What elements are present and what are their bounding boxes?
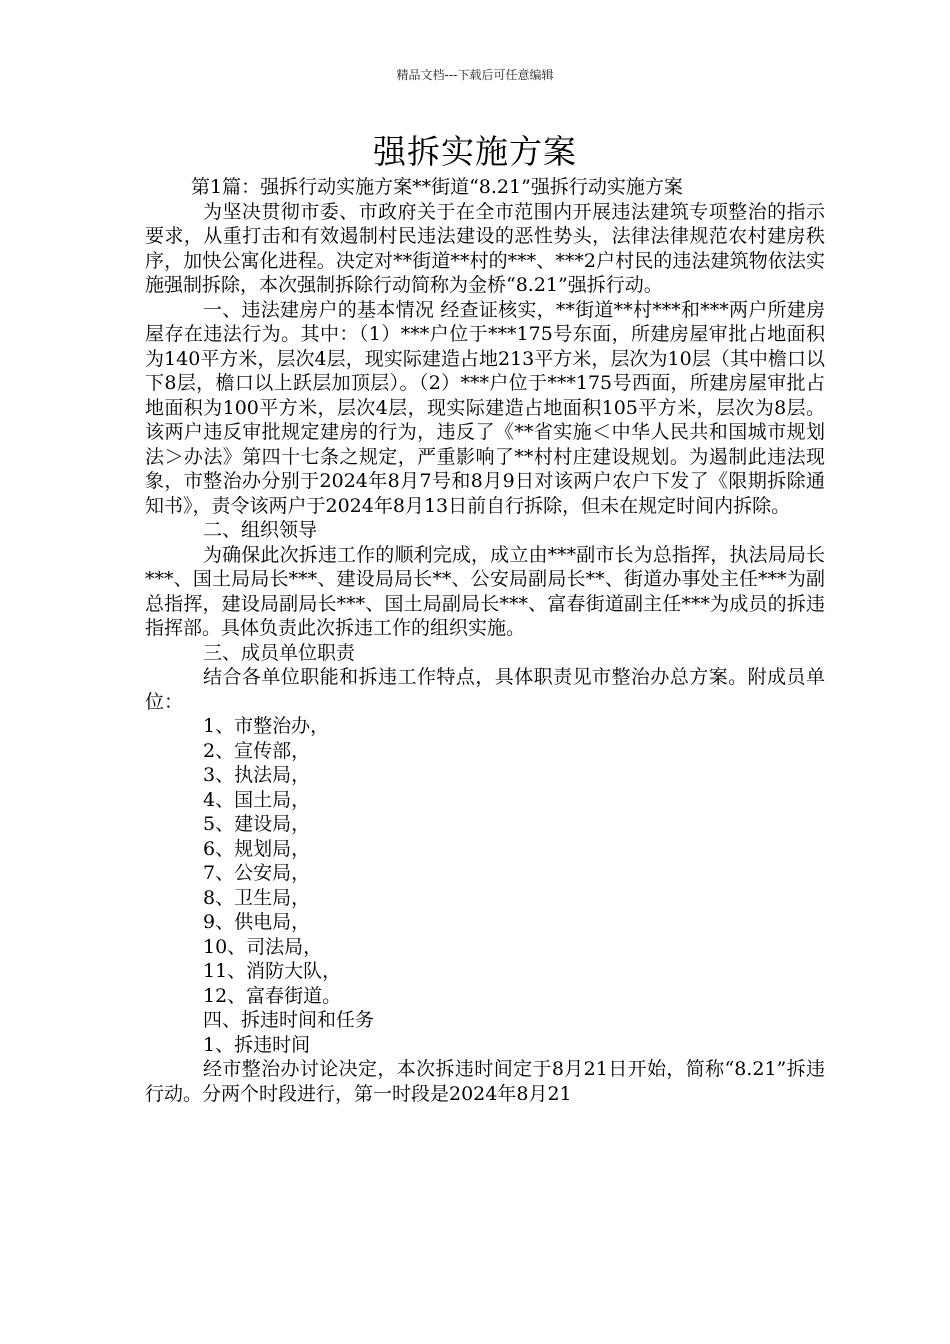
list-item: 1、市整治办， [203,715,330,737]
list-item: 3、执法局， [203,764,311,786]
section4-paragraph: 经市整治办讨论决定，本次拆违时间定于8月21日开始，简称“8.21”拆违行动。分两个时段进行，第一时段是2024年8月21 [145,1058,825,1105]
intro-paragraph: 为坚决贯彻市委、市政府关于在全市范围内开展违法建筑专项整治的指示要求，从重打击和有效遏制村民违法建设的恶性势头，法律法律规范农村建房秩序，加快公寓化进程。决定对**街道**村的***、***2户村民的违法建筑物依法实施强制拆除，本次强制拆除行动简称为金桥“8.21”强拆行动。 [145,200,825,296]
list-item: 10、司法局， [203,935,323,958]
list-item: 7、公安局， [203,862,311,884]
list-item: 6、规划局， [203,837,311,860]
list-item: 9、供电局， [203,911,311,933]
section3-paragraph: 结合各单位职能和拆违工作特点，具体职责见市整治办总方案。附成员单位： [145,666,825,713]
subtitle: 第1篇：强拆行动实施方案**街道“8.21”强拆行动实施方案 [191,176,683,198]
section4-subheading: 1、拆违时间 [203,1033,311,1056]
document-body [145,175,825,1106]
member-list [145,714,825,1008]
header-note: 精品文档---下载后可任意编辑 [396,68,554,82]
list-item: 12、富春街道。 [203,984,342,1007]
section2-heading: 二、组织领导 [203,519,318,541]
list-item: 5、建设局， [203,813,311,835]
section4-heading: 四、拆违时间和任务 [203,1009,375,1031]
list-item: 11、消防大队， [203,960,342,982]
section3-heading: 三、成员单位职责 [203,641,356,664]
section1-paragraph: 一、违法建房户的基本情况 经查证核实，**街道**村***和***两户所建房屋存在违法行为。其中：（1）***户位于***175号东面，所建房屋审批占地面积为140平方米，层次4层，现实际建造占地213平方米，层次为10层（其中檐口以下8层，檐口以上跃层加顶层）。（2）***户位于***175号西面，所建房屋审批占地面积为100平方米，层次4层，现实际建造占地面积105平方米，层次为8层。该两户违反审批规定建房的行为，违反了《**省实施＜中华人民共和国城市规划法＞办法》第四十七条之规定，严重影响了**村村庄建设规划。为遏制此违法现象，市整治办分别于2024年8月7号和8月9日对该两户农户下发了《限期拆除通知书》，责令该两户于2024年8月13日前自行拆除，但未在规定时间内拆除。 [145,298,825,517]
section2-paragraph: 为确保此次拆违工作的顺利完成，成立由***副市长为总指挥，执法局局长***、国土局局长***、建设局局长**、公安局副局长**、街道办事处主任***为副总指挥，建设局副局长***、国土局副局长***、富春街道副主任***为成员的拆违指挥部。具体负责此次拆违工作的组织实施。 [145,543,825,639]
list-item: 8、卫生局， [203,886,311,909]
list-item: 2、宣传部， [203,739,311,762]
list-item: 4、国土局， [203,788,311,811]
page-title: 强拆实施方案 [373,132,577,171]
